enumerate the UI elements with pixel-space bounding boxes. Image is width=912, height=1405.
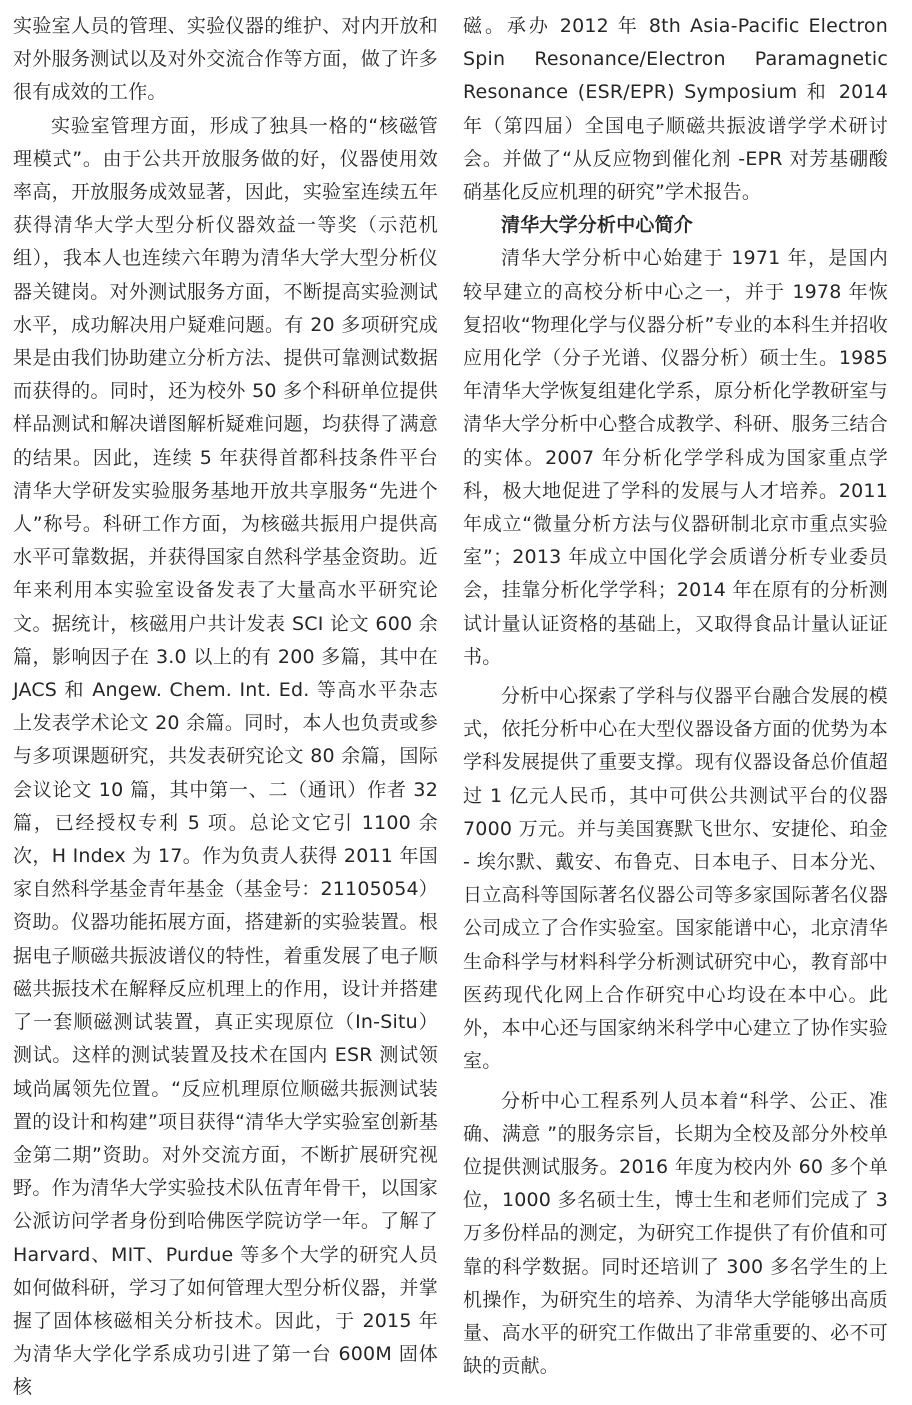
right-column: [463, 10, 888, 1383]
left-column: [13, 10, 438, 1405]
history-paragraph: 清华大学分析中心始建于 1971 年，是国内较早建立的高校分析中心之一，并于 1978 年恢复招收“物理化学与仪器分析”专业的本科生并招收应用化学（分子光谱、仪器分析）硕士生。1985 年清华大学恢复组建化学系，原分析化学教研室与清华大学分析中心整合成教学、科研、服务三结合的实体。2007 年分析化学学科成为国家重点学科，极大地促进了学科的发展与人才培养。2011 年成立“微量分析方法与仪器研制北京市重点实验室”；2013 年成立中国化学会质谱分析专业委员会，挂靠分析化学学科；2014 年在原有的分析测试计量认证资格的基础上，又取得食品计量认证证书。: [463, 247, 888, 668]
lab-management-paragraph: 实验室管理方面，形成了独具一格的“核磁管理模式”。由于公共开放服务做的好，仪器使用效率高，开放服务成效显著，因此，实验室连续五年获得清华大学大型分析仪器效益一等奖（示范机组），我本人也连续六年聘为清华大学大型分析仪器关键岗。对外测试服务方面，不断提高实验测试水平，成功解决用户疑难问题。有 20 多项研究成果是由我们协助建立分析方法、提供可靠测试数据而获得的。同时，还为校外 50 多个科研单位提供样品测试和解决谱图解析疑难问题，均获得了满意的结果。因此，连续 5 年获得首都科技条件平台清华大学研发实验服务基地开放共享服务“先进个人”称号。科研工作方面，为核磁共振用户提供高水平可靠数据，并获得国家自然科学基金资助。近年来利用本实验室设备发表了大量高水平研究论文。据统计，核磁用户共计发表 SCI 论文 600 余篇，影响因子在 3.0 以上的有 200 多篇，其中在 JACS 和 Angew. Chem. Int. Ed. 等高水平杂志上发表学术论文 20 余篇。同时，本人也负责或参与多项课题研究，共发表研究论文 80 余篇，国际会议论文 10 篇，其中第一、二（通讯）作者 32 篇，已经授权专利 5 项。总论文它引 1100 余次，H Index 为 17。作为负责人获得 2011 年国家自然科学基金青年基金（基金号：21105054）资助。仪器功能拓展方面，搭建新的实验装置。根据电子顺磁共振波谱仪的特性，着重发展了电子顺磁共振技术在解释反应机理上的作用，设计并搭建了一套顺磁测试装置，真正实现原位（In-Situ）测试。这样的测试装置及技术在国内 ESR 测试领域尚属领先位置。“反应机理原位顺磁共振测试装置的设计和构建”项目获得“清华大学实验室创新基金第二期”资助。对外交流方面，不断扩展研究视野。作为清华大学实验技术队伍青年骨干，以国家公派访问学者身份到哈佛医学院访学一年。了解了 Harvard、MIT、Purdue 等多个大学的研究人员如何做科研，学习了如何管理大型分析仪器，并掌握了固体核磁相关分析技术。因此，于 2015 年为清华大学化学系成功引进了第一台 600M 固体核: [13, 114, 438, 1399]
continued-paragraph-right: 磁。承办 2012 年 8th Asia-Pacific Electron Spin Resonance/Electron Paramagnetic Resonance (ESR/EPR) Symposium 和 2014 年（第四届）全国电子顺磁共振波谱学学术研讨会。并做了“从反应物到催化剂 -EPR 对芳基硼酸硝基化反应机理的研究”学术报告。: [463, 15, 888, 204]
service-paragraph: 分析中心工程系列人员本着“科学、公正、准确、满意 ”的服务宗旨，长期为全校及部分外校单位提供测试服务。2016 年度为校内外 60 多个单位，1000 多名硕士生，博士生和老师们完成了 3 万多份样品的测定，为研究工作提供了有价值和可靠的科学数据。同时还培训了 300 多名学生的上机操作，为研究生的培养、为清华大学能够出高质量、高水平的研究工作做出了非常重要的、必不可缺的贡献。: [463, 1089, 888, 1378]
continued-paragraph: 实验室人员的管理、实验仪器的维护、对内开放和对外服务测试以及对外交流合作等方面，做了许多很有成效的工作。: [13, 15, 438, 104]
section-heading: 清华大学分析中心简介: [501, 214, 694, 237]
platform-paragraph: 分析中心探索了学科与仪器平台融合发展的模式，依托分析中心在大型仪器设备方面的优势为本学科发展提供了重要支撑。现有仪器设备总价值超过 1 亿元人民币，其中可供公共测试平台的仪器 7000 万元。并与美国赛默飞世尔、安捷伦、珀金 - 埃尔默、戴安、布鲁克、日本电子、日本分光、日立高科等国际著名仪器公司等多家国际著名仪器公司成立了合作实验室。国家能谱中心，北京清华生命科学与材料科学分析测试研究中心，教育部中医药现代化网上合作研究中心均设在本中心。此外，本中心还与国家纳米科学中心建立了协作实验室。: [463, 685, 888, 1073]
